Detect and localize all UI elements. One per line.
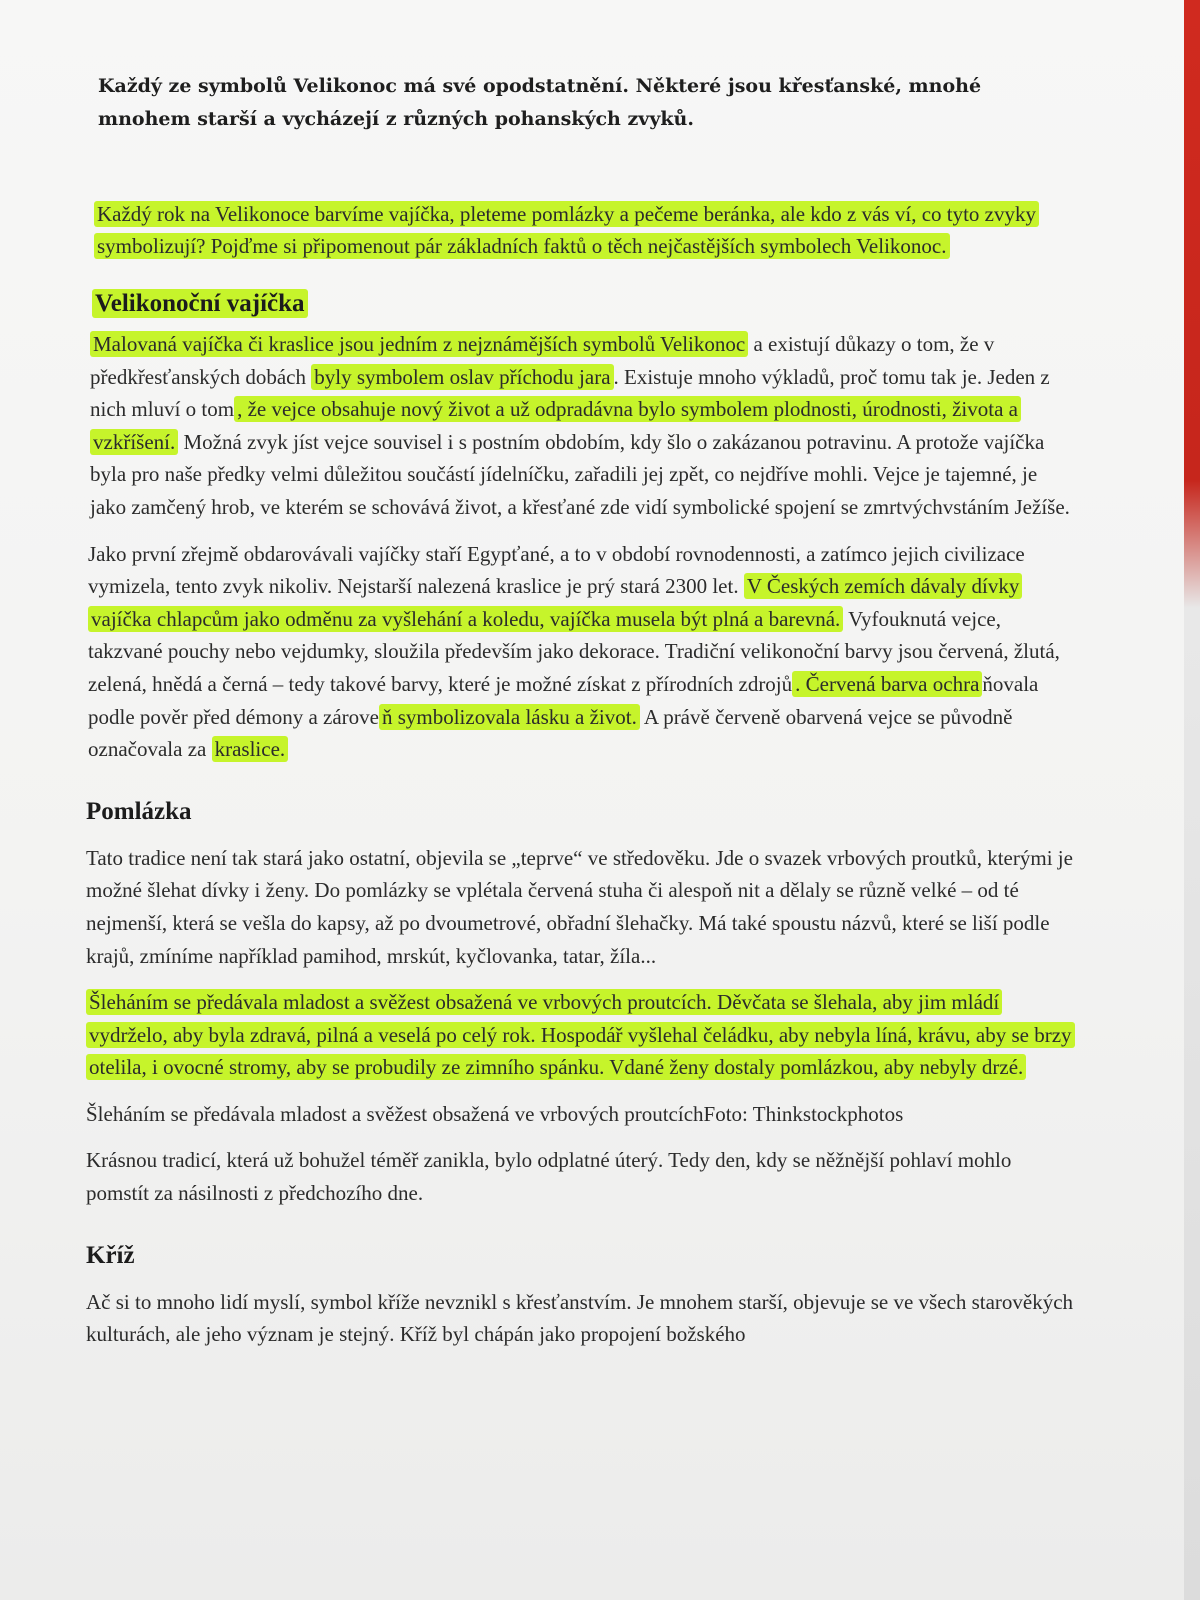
text-segment: Vyfouknutá vejce, takzvané pouchy nebo vejdumky, sloužila především jako dekorace. Tradiční velikonoční barvy jsou červená, žlutá, zelená, hnědá a černá – tedy takové barvy, které je možné získat z přírodních zdrojů [88, 606, 1060, 696]
lead-highlight: Každý rok na Velikonoce barvíme vajíčka, pleteme pomlázky a pečeme beránka, ale kdo z vás ví, co tyto zvyky symbolizují? Pojďme si připomenout pár základních faktů o těch nejčastějších symbolech Velikonoc. [94, 201, 1039, 259]
photo-caption: Šleháním se předávala mladost a svěžest obsažená ve vrbových proutcíchFoto: Thinkstockphotos [86, 1101, 904, 1126]
text-segment: Možná zvyk jíst vejce souvisel i s postním obdobím, kdy šlo o zakázanou potravinu. A protože vajíčka byla pro naše předky velmi důležitou součástí jídelníčku, zařadili jej zpět, co nejdříve mohli. Vejce je tajemné, je jako zamčený hrob, ve kterém se schovává život, a křesťané zde vidí symbolické spojení se zmrtvýchvstáním Ježíše. [90, 429, 1070, 519]
text-segment: ňovala podle pověr před démony a zárove [88, 671, 1039, 729]
lead-paragraph [94, 198, 1076, 262]
paragraph-pomlazka-2 [86, 986, 1076, 1084]
text-segment: . Existuje mnoho výkladů, proč tomu tak je. Jeden z nich mluví o tom [90, 364, 1050, 422]
highlighted-text: . Červená barva ochra [792, 671, 982, 697]
heading-velikonocni-vajicka [86, 290, 1076, 318]
red-desk-edge [1184, 0, 1200, 1600]
highlighted-text: , že vejce obsahuje nový život a už odpradávna bylo symbolem plodnosti, úrodnosti, života a vzkříšení. [90, 396, 1021, 455]
highlighted-text: Malovaná vajíčka či kraslice jsou jedním z nejznámějších symbolů Velikonoc [90, 331, 748, 357]
paragraph-vajicka-1 [86, 328, 1076, 524]
highlighted-text: byly symbolem oslav příchodu jara [311, 364, 613, 390]
paragraph-pomlazka-1: Tato tradice není tak stará jako ostatní, objevila se „teprve“ ve středověku. Jde o svazek vrbových proutků, kterými je možné šlehat dívky i ženy. Do pomlázky se vplétala červená stuha či alespoň nit a dělaly se různě velké – od té nejmenší, která se vešla do kapsy, až po dvoumetrové, obřadní šlehačky. Má také spoustu názvů, které se liší podle krajů, zmíníme například pamihod, mrskút, kyčlovanka, tatar, žíla... [86, 845, 1073, 968]
heading-pomlazka: Pomlázka [86, 797, 192, 825]
text-segment: a existují důkazy o tom, že v předkřesťanských dobách [90, 332, 995, 389]
heading-kriz: Kříž [86, 1241, 135, 1269]
paragraph-kriz: Ač si to mnoho lidí myslí, symbol kříže nevznikl s křesťanstvím. Je mnohem starší, objevuje se ve všech starověkých kulturách, ale jeho význam je stejný. Kříž byl chápán jako propojení božského [86, 1289, 1074, 1347]
text-segment: Jako první zřejmě obdarovávali vajíčky staří Egypťané, a to v období rovnodennosti, a zatímco jejich civilizace vymizela, tento zvyk nikoliv. Nejstarší nalezená kraslice je prý stará 2300 let. [88, 541, 1025, 599]
paragraph-odplatne-utery: Krásnou tradicí, která už bohužel téměř zanikla, bylo odplatné úterý. Tedy den, kdy se něžnější pohlaví mohlo pomstít za násilnosti z předchozího dne. [86, 1148, 1012, 1206]
heading-highlight: Velikonoční vajíčka [92, 289, 308, 318]
highlighted-text: ň symbolizovala lásku a život. [379, 704, 640, 730]
highlighted-text: kraslice. [212, 736, 289, 762]
paragraph-vajicka-2 [86, 538, 1076, 766]
intro-text: Každý ze symbolů Velikonoc má své opodstatnění. Některé jsou křesťanské, mnohé mnohem starší a vycházejí z různých pohanských zvyků. [98, 75, 982, 130]
highlighted-text: V Českých zemích dávaly dívky vajíčka chlapcům jako odměnu za vyšlehání a koledu, vajíčka musela být plná a barevná. [88, 573, 1022, 632]
pomlazka-highlight: Šleháním se předávala mladost a svěžest obsažená ve vrbových proutcích. Děvčata se šlehala, aby jim mládí vydrželo, aby byla zdravá, pilná a veselá po celý rok. Hospodář vyšlehal čeládku, aby nebyla líná, krávu, aby se brzy otelila, i ovocné stromy, aby se probudily ze zimního spánku. Vdané ženy dostaly pomlázkou, aby nebyly drzé. [86, 989, 1075, 1080]
text-segment: A právě červeně obarvená vejce se původně označovala za [88, 704, 1013, 762]
article [86, 70, 1076, 1351]
